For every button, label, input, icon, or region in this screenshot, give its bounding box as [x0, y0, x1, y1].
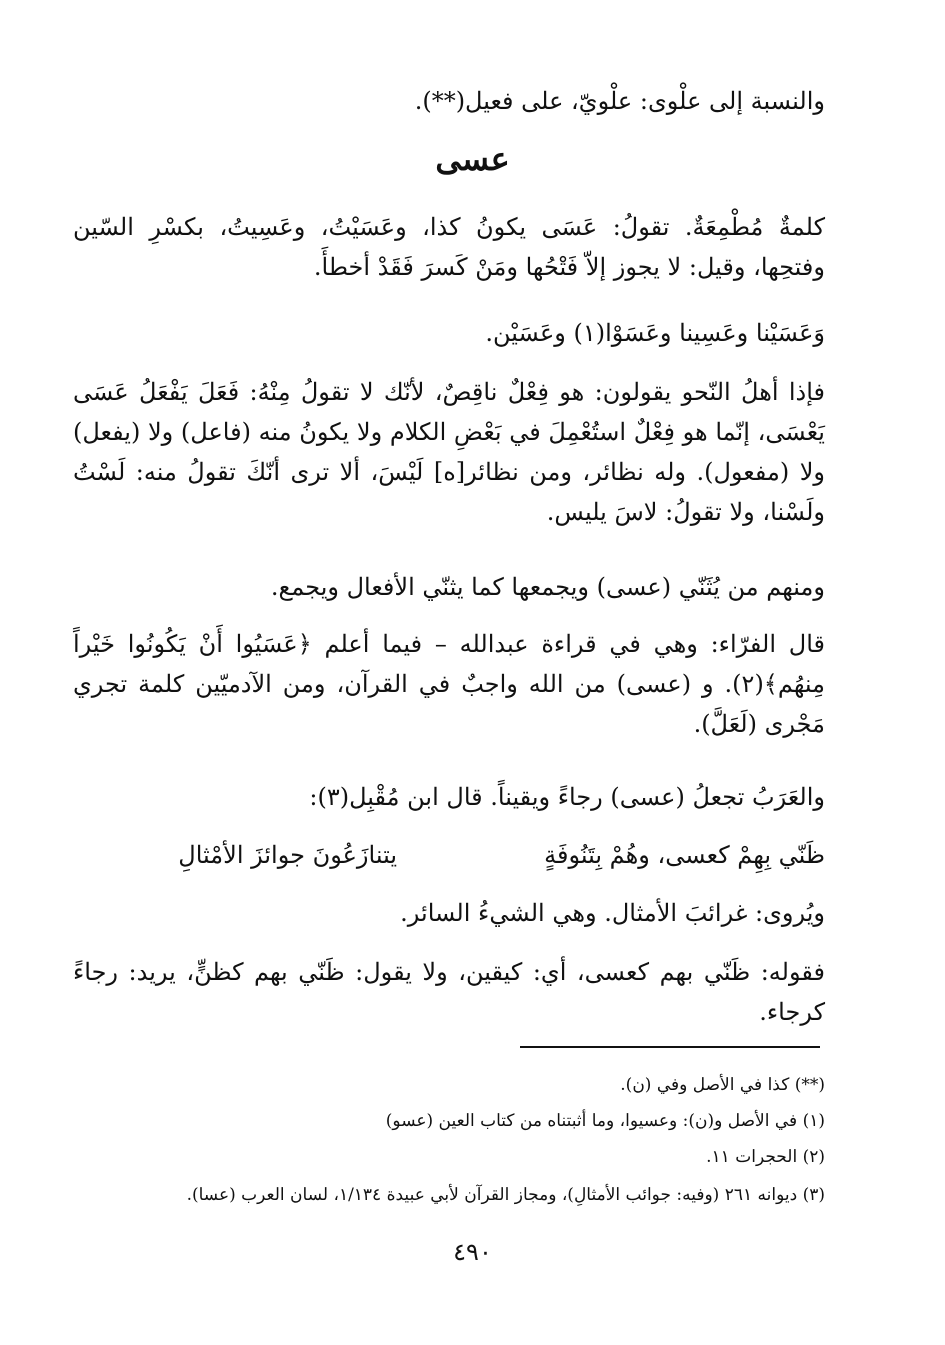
- footnote-2: (٢) الحجرات ١١.: [706, 1147, 825, 1167]
- footnote-star: (**) كذا في الأصل وفي (ن).: [620, 1075, 825, 1095]
- footnote-3: (٣) ديوانه ٢٦١ (وفيه: جوائب الأمثالِ)، ومجاز القرآن لأبي عبيدة ١/١٣٤، لسان العرب (عسا).: [186, 1185, 825, 1205]
- page-number: ٤٩٠: [453, 1238, 492, 1266]
- paragraph-8: فقوله: ظَنّي بهم كعسى، أي: كيقين، ولا يقول: ظَنّي بهم كظنٍّ، يريد: رجاءً كرجاء.: [73, 958, 825, 1026]
- footnote-1: (١) في الأصل و(ن): وعسيوا، وما أثبتناه من كتاب العين (عسو): [385, 1111, 825, 1131]
- intro-line: والنسبة إلى علْوى: علْويّ، على فعيل(**).: [414, 87, 825, 115]
- paragraph-2: وَعَسَيْنا وعَسِينا وعَسَوْا(١) وعَسَيْن.: [485, 319, 825, 347]
- verse-first-hemistich: ظَنّي بِهِمْ كعسى، وهُمْ بِتَنُوفَةٍ: [544, 841, 825, 869]
- paragraph-6: والعَرَبُ تجعلُ (عسى) رجاءً ويقيناً. قال ابن مُقْبِل(٣):: [309, 783, 825, 811]
- verse-second-hemistich: يتنازَعُونَ جوائزَ الأمْثالِ: [178, 841, 397, 869]
- paragraph-3: فإذا أهلُ النّحو يقولون: هو فِعْلٌ ناقِصٌ، لأنّك لا تقولُ مِنْهُ: فَعَلَ يَفْعَلُ عَسَى يَعْسَى، إنّما هو فِعْلٌ استُعْمِلَ في بَعْضِ الكلام ولا يكونُ منه (فاعل) ولا (يفعل) ولا (مفعول). وله نظائر، ومن نظائر[ه] لَيْسَ، ألا ترى أنّكَ تقولُ منه: لَسْتُ ولَسْنا، ولا تقولُ: لاسَ يليس.: [73, 378, 825, 526]
- paragraph-4: ومنهم من يُثَنّي (عسى) ويجمعها كما يثنّي الأفعال ويجمع.: [270, 573, 825, 601]
- paragraph-5: قال الفرّاء: وهي في قراءة عبدالله – فيما أعلم ﴿عَسَيُوا أَنْ يَكُونُوا خَيْراً مِنهُم﴾(٢). و (عسى) من الله واجبٌ في القرآن، ومن الآدميّين كلمة تجري مَجْرى (لَعَلَّ).: [73, 630, 825, 738]
- entry-heading: عسى: [435, 140, 510, 178]
- footnote-divider: [520, 1046, 820, 1048]
- paragraph-1: كلمةٌ مُطْمِعَةٌ. تقولُ: عَسَى يكونُ كذا، وعَسَيْتُ، وعَسِيتُ، بكسْرِ السّين وفتحِها، وقيل: لا يجوز إلاّ فَتْحُها ومَنْ كَسرَ فَقَدْ أخطأَ.: [73, 213, 826, 281]
- paragraph-7: ويُروى: غرائبَ الأمثال. وهي الشيءُ السائر.: [400, 899, 825, 927]
